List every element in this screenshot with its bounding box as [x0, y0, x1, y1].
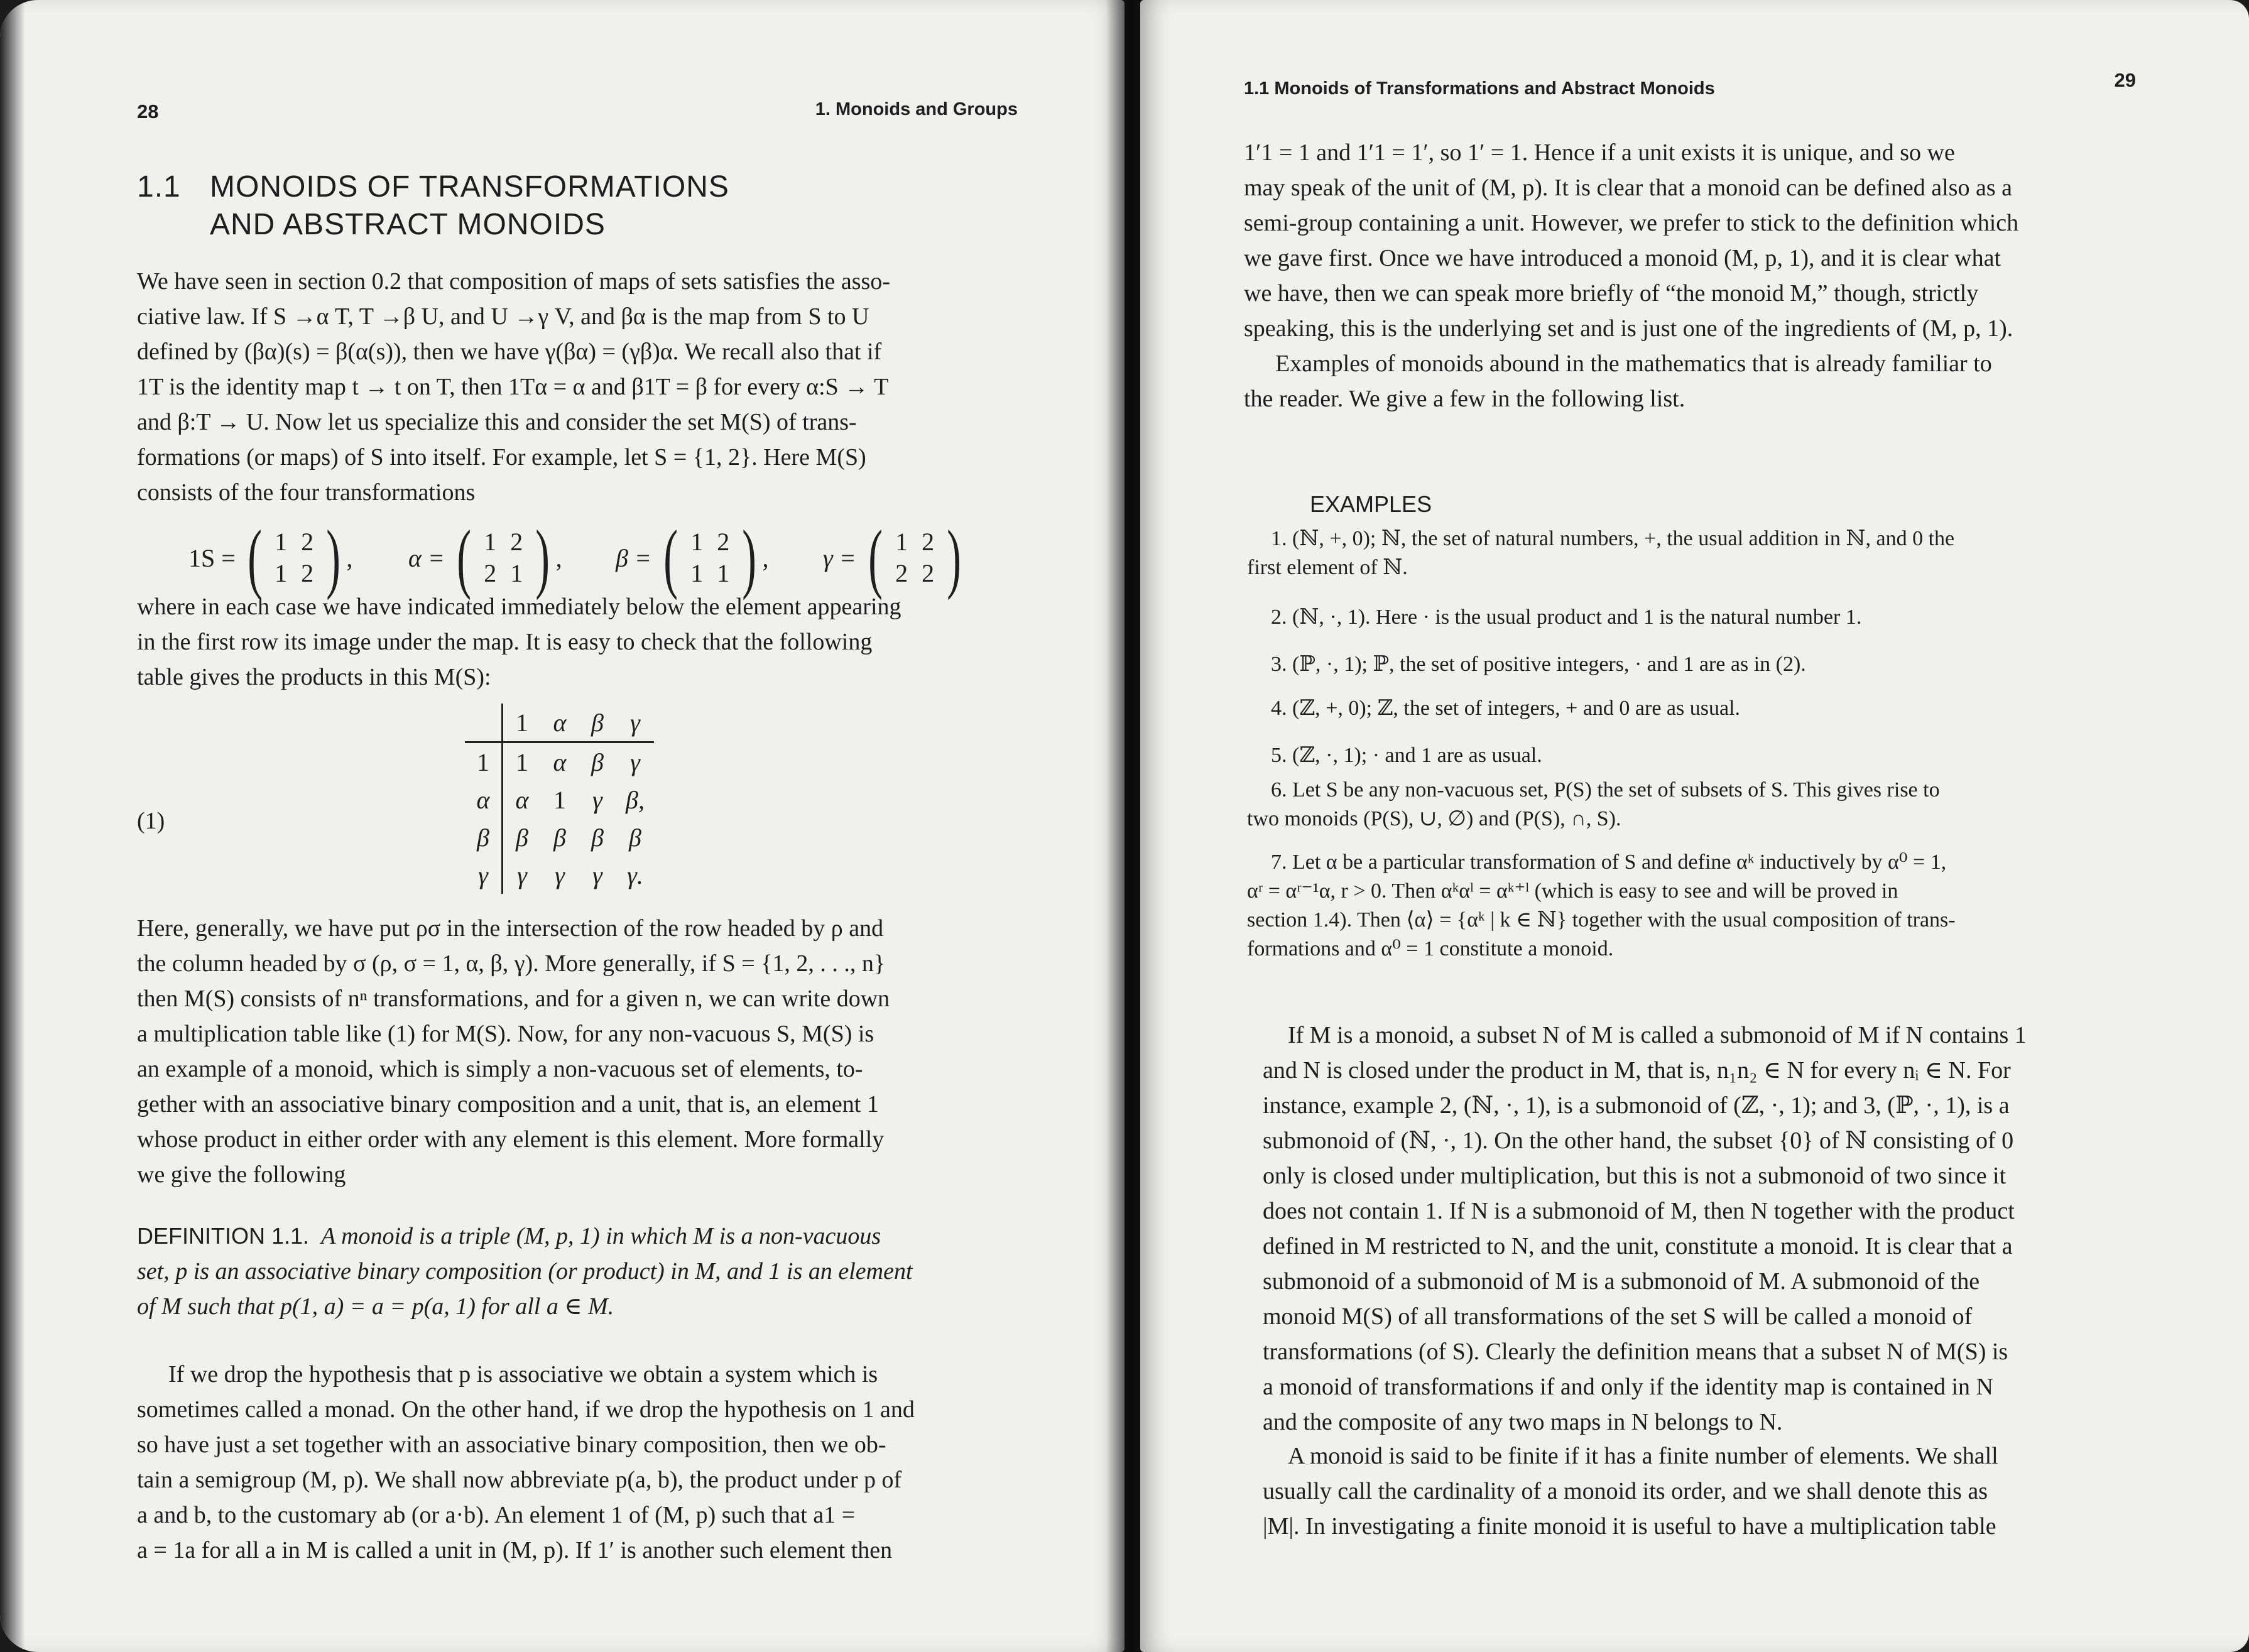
paragraph: [137, 1357, 1021, 1568]
matrix-cell: 1: [690, 559, 704, 587]
page-number: 28: [137, 101, 159, 122]
text-line: A monoid is said to be finite if it has a finite number of elements. We shall: [1288, 1443, 1998, 1469]
text-line: 5. (ℤ, ·, 1); · and 1 are as usual.: [1271, 744, 1542, 767]
table-cell: [465, 704, 503, 742]
paragraph: [137, 589, 1021, 695]
text-line: sometimes called a monad. On the other hand, if we drop the hypothesis on 1 and: [137, 1396, 915, 1423]
example-item: [1247, 848, 2133, 964]
table-cell: γ: [555, 861, 565, 889]
left-paren: (: [868, 514, 883, 600]
text-line: set, p is an associative binary composition (or product) in M, and 1 is an element: [137, 1258, 913, 1285]
section-number: 1.1: [137, 170, 181, 204]
text-line: and N is closed under the product in M, that is, n₁n₂ ∈ N for every nᵢ ∈ N. For: [1263, 1057, 2011, 1084]
matrix-grid: [683, 526, 736, 589]
text-line: 4. (ℤ, +, 0); ℤ, the set of integers, + and 0 are as usual.: [1271, 697, 1741, 720]
matrix-cell: 2: [895, 559, 908, 587]
matrix-suffix: ,: [346, 543, 353, 572]
text-line: consists of the four transformations: [137, 479, 476, 506]
table-cell: β: [591, 823, 604, 852]
matrix-identity: [188, 514, 353, 600]
text-line: 7. Let α be a particular transformation of S and define αᵏ inductively by α⁰ = 1,: [1271, 850, 1947, 874]
text-line: 3. (ℙ, ·, 1); ℙ, the set of positive integers, · and 1 are as in (2).: [1271, 653, 1806, 676]
example-item: [1247, 603, 2133, 632]
text-line: Here, generally, we have put ρσ in the intersection of the row headed by ρ and: [137, 915, 884, 942]
matrix-cell: 2: [922, 559, 935, 587]
text-line: semi-group containing a unit. However, we prefer to stick to the definition which: [1244, 210, 2019, 236]
table-cell: γ.: [627, 861, 643, 889]
matrix-cell: 1: [275, 528, 288, 556]
text-line: 1. (ℕ, +, 0); ℕ, the set of natural numbers, +, the usual addition in ℕ, and 0 the: [1271, 527, 1955, 550]
matrix-grid: [268, 526, 320, 589]
example-item: [1247, 524, 2133, 582]
table-cell: 1: [503, 704, 542, 742]
table-cell: γ: [592, 785, 602, 814]
text-line: an example of a monoid, which is simply a non-vacuous set of elements, to-: [137, 1056, 863, 1082]
left-paren: (: [248, 514, 262, 600]
table-cell: γ: [630, 747, 640, 776]
matrix-cell: 1: [895, 528, 908, 556]
example-item: [1247, 776, 2133, 834]
matrix-cell: 2: [717, 528, 730, 556]
table-cell: 1: [465, 742, 503, 781]
text-line: a monoid of transformations if and only if the identity map is contained in N: [1263, 1374, 1993, 1400]
text-line: |M|. In investigating a finite monoid it is useful to have a multiplication table: [1263, 1513, 1996, 1540]
matrix-cell: 2: [922, 528, 935, 556]
left-paren: (: [457, 514, 472, 600]
table-cell: β: [579, 704, 616, 742]
matrix-label: γ =: [823, 543, 856, 572]
right-paren: ): [947, 514, 962, 600]
matrix-alpha: [408, 514, 562, 600]
text-line: usually call the cardinality of a monoid its order, and we shall denote this as: [1263, 1478, 1988, 1504]
example-item: [1247, 650, 2133, 679]
text-line: formations and α⁰ = 1 constitute a monoid.: [1247, 937, 1614, 960]
text-line: transformations (of S). Clearly the definition means that a subset N of M(S) is: [1263, 1339, 2008, 1365]
text-line: 1T is the identity map t → t on T, then 1Tα = α and β1T = β for every α:S → T: [137, 374, 889, 400]
table-cell: γ: [517, 861, 527, 889]
text-line: submonoid of a submonoid of M is a submonoid of M. A submonoid of the: [1263, 1268, 1980, 1295]
text-line: formations (or maps) of S into itself. For example, let S = {1, 2}. Here M(S): [137, 444, 866, 470]
right-paren: ): [535, 514, 550, 600]
definition: [137, 1219, 1021, 1324]
text-line: only is closed under multiplication, but this is not a submonoid of two since it: [1263, 1163, 2007, 1189]
text-line: then M(S) consists of nⁿ transformations, and for a given n, we can write down: [137, 986, 890, 1012]
text-line: where in each case we have indicated immediately below the element appearing: [137, 594, 901, 620]
table-cell: β: [465, 818, 503, 856]
text-line: the reader. We give a few in the following list.: [1244, 386, 1685, 412]
text-line: of M such that p(1, a) = a = p(a, 1) for all a ∈ M.: [137, 1293, 614, 1320]
table-header-row: [465, 704, 654, 742]
right-paren: ): [742, 514, 757, 600]
left-paren: (: [663, 514, 678, 600]
table-row: [465, 742, 654, 781]
text-line: a multiplication table like (1) for M(S). Now, for any non-vacuous S, M(S) is: [137, 1021, 874, 1047]
text-line: We have seen in section 0.2 that composition of maps of sets satisfies the asso-: [137, 268, 890, 295]
table-cell: α: [465, 781, 503, 818]
matrix-cell: 2: [301, 559, 314, 587]
running-head: 1.1 Monoids of Transformations and Abstract Monoids: [1244, 79, 1715, 99]
text-line: two monoids (P(S), ∪, ∅) and (P(S), ∩, S).: [1247, 807, 1621, 830]
table-cell: 1: [553, 785, 566, 814]
paragraph: [137, 264, 1021, 510]
text-line: and β:T → U. Now let us specialize this and consider the set M(S) of trans-: [137, 409, 857, 435]
matrix-beta: [616, 514, 769, 600]
matrix-label: 1S =: [188, 543, 236, 572]
table-row: [465, 781, 654, 818]
text-line: defined in M restricted to N, and the unit, constitute a monoid. It is clear that a: [1263, 1233, 2013, 1259]
section-title: [137, 168, 729, 244]
text-line: instance, example 2, (ℕ, ·, 1), is a submonoid of (ℤ, ·, 1); and 3, (ℙ, ·, 1), is a: [1263, 1092, 2010, 1119]
table-cell: α: [515, 785, 529, 814]
table-cell: β: [516, 823, 528, 852]
text-line: monoid M(S) of all transformations of the set S will be called a monoid of: [1263, 1303, 1973, 1330]
definition-keyword: DEFINITION 1.1.: [137, 1223, 310, 1249]
matrix-cell: 1: [275, 559, 288, 587]
text-line: first element of ℕ.: [1247, 556, 1408, 579]
table-cell: α: [553, 747, 567, 776]
matrix-grid: [477, 526, 530, 589]
text-line: table gives the products in this M(S):: [137, 664, 491, 690]
text-line: we have, then we can speak more briefly of “the monoid M,” though, strictly: [1244, 280, 1979, 307]
text-line: defined by (βα)(s) = β(α(s)), then we have γ(βα) = (γβ)α. We recall also that if: [137, 339, 882, 365]
text-line: and the composite of any two maps in N belongs to N.: [1263, 1409, 1783, 1435]
paragraph: [1263, 1018, 2101, 1440]
table-cell: β,: [626, 785, 645, 814]
table-cell: 1: [516, 747, 528, 776]
text-line: does not contain 1. If N is a submonoid of M, then N together with the product: [1263, 1198, 2015, 1224]
paragraph: [137, 911, 1021, 1192]
example-item: [1247, 741, 2133, 770]
text-line: submonoid of (ℕ, ·, 1). On the other hand, the subset {0} of ℕ consisting of 0: [1263, 1128, 2014, 1154]
text-line: a and b, to the customary ab (or a·b). An element 1 of (M, p) such that a1 =: [137, 1502, 856, 1528]
text-line: If M is a monoid, a subset N of M is called a submonoid of M if N contains 1: [1288, 1022, 2027, 1048]
matrix-cell: 1: [690, 528, 704, 556]
table-row: [465, 818, 654, 856]
text-line: a = 1a for all a in M is called a unit in (M, p). If 1′ is another such element then: [137, 1537, 893, 1563]
table-cell: β: [591, 747, 604, 776]
table-cell: γ: [465, 856, 503, 894]
running-head: 1. Monoids and Groups: [815, 99, 1018, 119]
matrix-grid: [888, 526, 941, 589]
matrix-cell: 1: [484, 528, 497, 556]
paragraph: [1244, 135, 2136, 416]
text-line: tain a semigroup (M, p). We shall now abbreviate p(a, b), the product under p of: [137, 1467, 902, 1493]
left-page: [0, 0, 1124, 1652]
table-cell: γ: [616, 704, 654, 742]
text-line: ciative law. If S →α T, T →β U, and U →γ V, and βα is the map from S to U: [137, 303, 869, 330]
matrix-gamma: [823, 514, 967, 600]
example-item: [1247, 694, 2133, 723]
matrix-cell: 2: [510, 528, 523, 556]
table-cell: α: [541, 704, 579, 742]
text-line: 6. Let S be any non-vacuous set, P(S) the set of subsets of S. This gives rise to: [1271, 778, 1940, 802]
text-line: may speak of the unit of (M, p). It is clear that a monoid can be defined also as a: [1244, 175, 2012, 201]
table-cell: β: [629, 823, 641, 852]
table-cell: γ: [592, 861, 602, 889]
examples-heading: EXAMPLES: [1310, 491, 1432, 517]
text-line: section 1.4). Then ⟨α⟩ = {αᵏ | k ∈ ℕ} together with the usual composition of trans-: [1247, 908, 1956, 932]
text-line: αʳ = αʳ⁻¹α, r > 0. Then αᵏαˡ = αᵏ⁺ˡ (which is easy to see and will be proved in: [1247, 879, 1898, 903]
table-row: [465, 856, 654, 894]
text-line: whose product in either order with any element is this element. More formally: [137, 1126, 885, 1153]
matrix-cell: 2: [484, 559, 497, 587]
product-table: [465, 704, 654, 894]
text-line: gether with an associative binary composition and a unit, that is, an element 1: [137, 1091, 879, 1117]
text-line: so have just a set together with an associative binary composition, then we ob-: [137, 1432, 886, 1458]
text-line: in the first row its image under the map. It is easy to check that the following: [137, 629, 873, 655]
text-line: If we drop the hypothesis that p is associative we obtain a system which is: [168, 1361, 878, 1388]
table-cell: β: [553, 823, 566, 852]
section-title-line: MONOIDS OF TRANSFORMATIONS: [210, 170, 729, 204]
transformation-matrices: [188, 514, 1043, 600]
text-line: 1′1 = 1 and 1′1 = 1′, so 1′ = 1. Hence if a unit exists it is unique, and so we: [1244, 139, 1955, 166]
text-line: speaking, this is the underlying set and is just one of the ingredients of (M, p, 1).: [1244, 315, 2013, 342]
table-label: (1): [137, 808, 165, 834]
matrix-label: β =: [616, 543, 651, 572]
text-line: we give the following: [137, 1161, 346, 1188]
text-line: A monoid is a triple (M, p, 1) in which M is a non-vacuous: [321, 1223, 881, 1249]
book-edge: [0, 0, 25, 1652]
matrix-suffix: ,: [762, 543, 769, 572]
text-line: we gave first. Once we have introduced a monoid (M, p, 1), and it is clear what: [1244, 245, 2001, 271]
matrix-cell: 2: [301, 528, 314, 556]
text-line: 2. (ℕ, ·, 1). Here · is the usual product and 1 is the natural number 1.: [1271, 606, 1862, 629]
matrix-cell: 1: [717, 559, 730, 587]
right-paren: ): [326, 514, 341, 600]
paragraph: [1263, 1438, 2101, 1544]
text-line: the column headed by σ (ρ, σ = 1, α, β, γ). More generally, if S = {1, 2, . . ., n}: [137, 950, 886, 977]
matrix-suffix: ,: [555, 543, 562, 572]
text-line: Examples of monoids abound in the mathematics that is already familiar to: [1275, 351, 1992, 377]
matrix-label: α =: [408, 543, 445, 572]
matrix-cell: 1: [510, 559, 523, 587]
page-number: 29: [2114, 69, 2136, 91]
section-title-line: AND ABSTRACT MONOIDS: [210, 208, 606, 241]
